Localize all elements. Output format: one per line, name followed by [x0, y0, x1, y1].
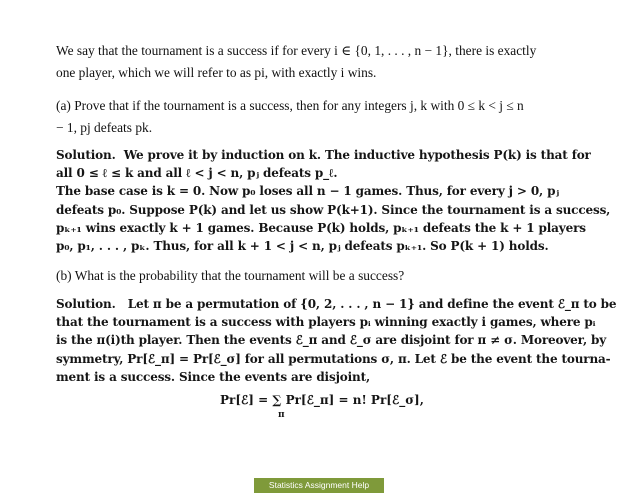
solution-b-line-3: is the π(i)th player. Then the events ℰ_π and ℰ_σ are disjoint for π ≠ σ. Moreover, by	[56, 333, 607, 348]
solution-b-line-2: that the tournament is a success with players pᵢ winning exactly i games, where pᵢ	[56, 315, 596, 330]
solution-b-line-4: symmetry, Pr[ℰ_π] = Pr[ℰ_σ] for all permutations σ, π. Let ℰ be the event the tourna-	[56, 351, 611, 366]
solution-a-line-5: pₖ₊₁ wins exactly k + 1 games. Because P(k) holds, pₖ₊₁ defeats the k + 1 players	[56, 220, 586, 235]
question-intro-line-2: one player, which we will refer to as pi, with exactly i wins.	[56, 65, 377, 80]
formula-text: Pr[ℰ] = ∑ Pr[ℰ_π] = n! Pr[ℰ_σ],	[220, 393, 424, 407]
solution-a-line-4: defeats p₀. Suppose P(k) and let us show P(k+1). Since the tournament is a success,	[56, 202, 611, 217]
question-a-line-2: − 1, pj defeats pk.	[56, 120, 153, 135]
solution-a-label: Solution.	[56, 148, 116, 162]
probability-formula	[220, 393, 520, 420]
solution-a-block	[56, 146, 611, 255]
question-a-line-1: (a) Prove that if the tournament is a success, then for any integers j, k with 0 ≤ k < j ≤ n	[56, 98, 524, 113]
solution-a-text-1: We prove it by induction on k. The inductive hypothesis P(k) is that for	[123, 148, 591, 162]
solution-a-line-1	[56, 146, 591, 164]
solution-a-line-2: all 0 ≤ ℓ ≤ k and all ℓ < j < n, pⱼ defeats p_ℓ.	[56, 166, 338, 181]
footer-label: Statistics Assignment Help	[254, 478, 384, 493]
solution-a-line-6: p₀, p₁, . . . , pₖ. Thus, for all k + 1 < j < n, pⱼ defeats pₖ₊₁. So P(k + 1) holds.	[56, 239, 549, 254]
solution-b-label: Solution.	[56, 297, 116, 311]
question-intro-line-1: We say that the tournament is a success if for every i ∈ {0, 1, . . . , n − 1}, there is exactly	[56, 43, 537, 58]
solution-b-text-1: Let π be a permutation of {0, 2, . . . , n − 1} and define the event ℰ_π to be	[127, 297, 617, 311]
formula-sum-subscript: π	[278, 410, 285, 420]
solution-b-line-1	[56, 295, 617, 313]
question-intro	[56, 40, 596, 84]
solution-b-block	[56, 295, 617, 386]
question-a	[56, 95, 596, 139]
question-b	[56, 265, 596, 287]
question-b-text: (b) What is the probability that the tournament will be a success?	[56, 268, 405, 283]
solution-a-line-3: The base case is k = 0. Now p₀ loses all n − 1 games. Thus, for every j > 0, pⱼ	[56, 184, 559, 199]
solution-b-line-5: ment is a success. Since the events are disjoint,	[56, 369, 371, 384]
